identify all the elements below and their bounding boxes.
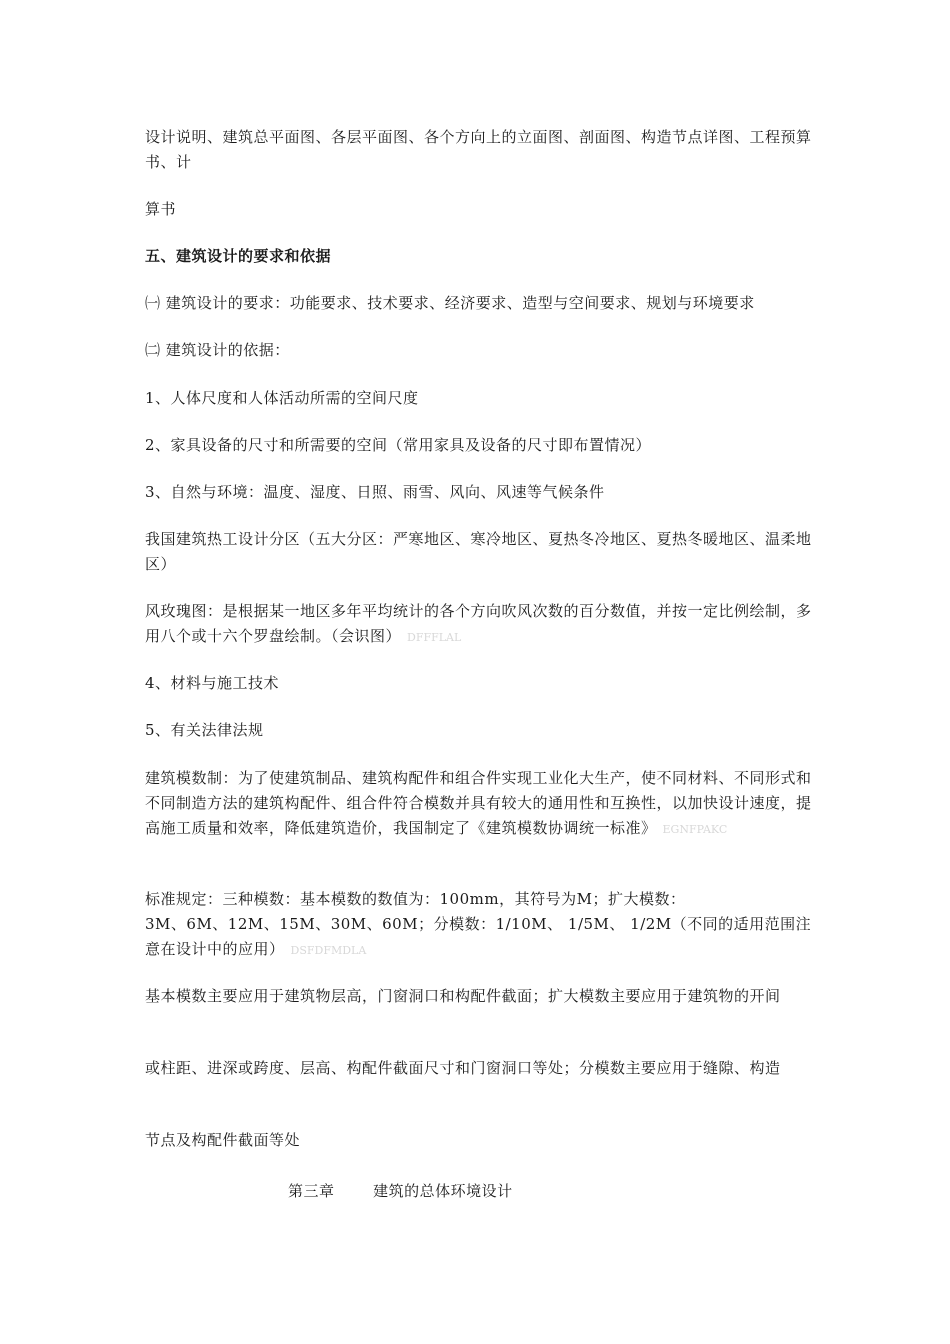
paragraph-module-use-2: 或柱距、进深或跨度、层高、构配件截面尺寸和门窗洞口等处；分模数主要应用于缝隙、构造 (145, 1059, 781, 1077)
wind-rose-text: 风玫瑰图：是根据某一地区多年平均统计的各个方向吹风次数的百分数值，并按一定比例绘制，多用八个或十六个罗盘绘制。（会识图） (145, 602, 812, 645)
paragraph-thermal-zones: 我国建筑热工设计分区（五大分区：严寒地区、寒冷地区、夏热冬冷地区、夏热冬暖地区、温柔地区） (145, 530, 812, 573)
paragraph-design-basis: ㈡ 建筑设计的依据： (145, 341, 290, 359)
chapter-number: 第三章 (288, 1182, 335, 1200)
paragraph-calc-book: 算书 (145, 200, 177, 218)
paragraph-modular-system (145, 766, 815, 842)
watermark-text: EGNFPAKC (662, 823, 728, 836)
list-item-1: 1、人体尺度和人体活动所需的空间尺度 (145, 389, 419, 407)
modular-text: 建筑模数制：为了使建筑制品、建筑构配件和组合件实现工业化大生产，使不同材料、不同形式和不同制造方法的建筑构配件、组合件符合模数并具有较大的通用性和互换性，以加快设计速度，提高施工质量和效率，降低建筑造价，我国制定了《建筑模数协调统一标准》 (145, 769, 812, 837)
paragraph-drawings-list: 设计说明、建筑总平面图、各层平面图、各个方向上的立面图、剖面图、构造节点详图、工程预算书、计 (145, 128, 812, 171)
paragraph-standard-rule (145, 887, 815, 963)
standard-line-a: 标准规定：三种模数：基本模数的数值为：100mm，其符号为M；扩大模数： (145, 890, 686, 908)
watermark-text: DFFFLAL (407, 631, 462, 644)
list-item-3: 3、自然与环境：温度、湿度、日照、雨雪、风向、风速等气候条件 (145, 483, 605, 501)
paragraph-design-requirements: ㈠ 建筑设计的要求：功能要求、技术要求、经济要求、造型与空间要求、规划与环境要求 (145, 294, 755, 312)
list-item-4: 4、材料与施工技术 (145, 674, 280, 692)
list-item-2: 2、家具设备的尺寸和所需要的空间（常用家具及设备的尺寸即布置情况） (145, 436, 652, 454)
list-item-5: 5、有关法律法规 (145, 721, 264, 739)
paragraph-module-use-3: 节点及构配件截面等处 (145, 1131, 301, 1149)
paragraph-wind-rose (145, 599, 815, 650)
chapter-title: 建筑的总体环境设计 (373, 1182, 513, 1200)
standard-line-b: 3M、6M、12M、15M、30M、60M；分模数：1/10M、 1/5M、 1/2M（不同的适用范围注意在设计中的应用） (145, 915, 812, 958)
watermark-text: DSFDFMDLA (290, 944, 367, 957)
paragraph-module-use-1: 基本模数主要应用于建筑物层高，门窗洞口和构配件截面；扩大模数主要应用于建筑物的开间 (145, 987, 781, 1005)
section-heading-5: 五、建筑设计的要求和依据 (145, 247, 332, 265)
chapter-heading (288, 1179, 513, 1204)
